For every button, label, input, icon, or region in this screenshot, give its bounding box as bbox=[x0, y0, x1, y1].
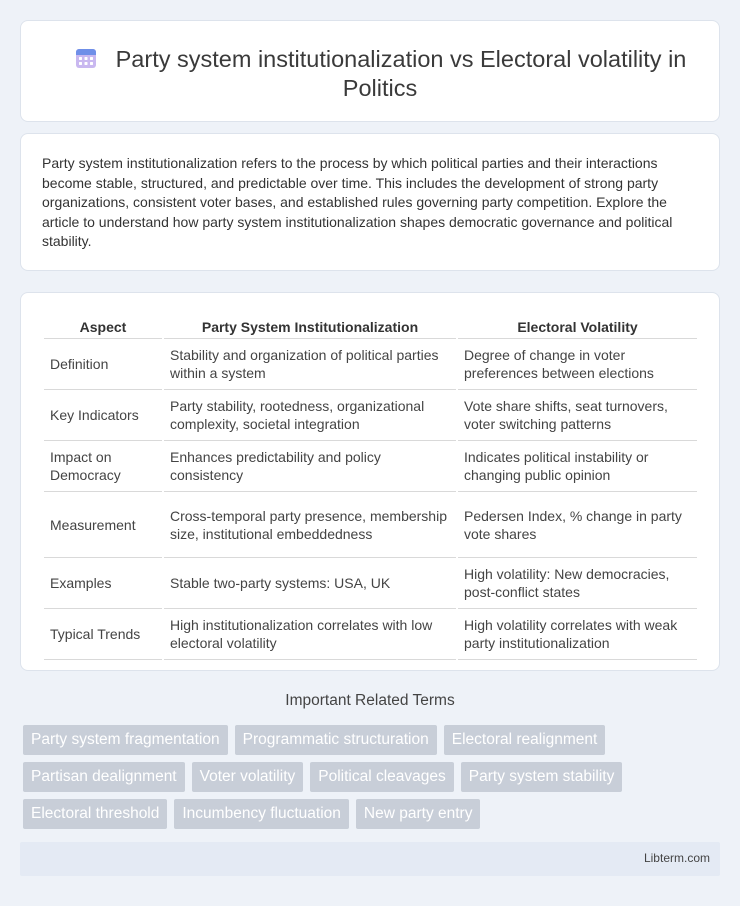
related-terms-title: Important Related Terms bbox=[285, 692, 455, 709]
page-title-wrap bbox=[61, 45, 699, 103]
cell-volatility: High volatility: New democracies, post-conflict states bbox=[458, 558, 697, 609]
intro-text: Party system institutionalization refers to the process by which political parties and their interactions become stable, structured, and predictable over time. This includes the development of strong party organizations, consistent voter bases, and established rules governing party competition. Explore the article to understand how party system institutionalization shapes democratic governance and political stability. bbox=[42, 155, 673, 250]
cell-psi: Stable two-party systems: USA, UK bbox=[164, 558, 456, 609]
title-card bbox=[20, 20, 720, 122]
related-term-tag[interactable]: Electoral threshold bbox=[23, 799, 167, 829]
header-psi: Party System Institutionalization bbox=[164, 315, 456, 339]
related-term-tag[interactable]: Programmatic structuration bbox=[235, 725, 437, 755]
cell-volatility: Pedersen Index, % change in party vote shares bbox=[458, 492, 697, 558]
cell-volatility: Vote share shifts, seat turnovers, voter switching patterns bbox=[458, 390, 697, 441]
cell-volatility: Indicates political instability or changing public opinion bbox=[458, 441, 697, 492]
related-term-tag[interactable]: Electoral realignment bbox=[444, 725, 606, 755]
related-term-tag[interactable]: Party system stability bbox=[461, 762, 623, 792]
cell-aspect: Typical Trends bbox=[44, 609, 162, 660]
comparison-table-card bbox=[20, 292, 720, 671]
cell-psi: Enhances predictability and policy consistency bbox=[164, 441, 456, 492]
cell-psi: High institutionalization correlates with low electoral volatility bbox=[164, 609, 456, 660]
header-volatility: Electoral Volatility bbox=[458, 315, 697, 339]
table-row bbox=[44, 441, 697, 492]
header-aspect: Aspect bbox=[44, 315, 162, 339]
cell-psi: Stability and organization of political parties within a system bbox=[164, 339, 456, 390]
page-title: Party system institutionalization vs Electoral volatility in Politics bbox=[115, 46, 687, 101]
related-term-tag[interactable]: Partisan dealignment bbox=[23, 762, 185, 792]
table-row bbox=[44, 390, 697, 441]
related-term-tag[interactable]: Party system fragmentation bbox=[23, 725, 228, 755]
cell-aspect: Impact on Democracy bbox=[44, 441, 162, 492]
related-term-tag[interactable]: Voter volatility bbox=[192, 762, 304, 792]
related-term-tag[interactable]: Incumbency fluctuation bbox=[174, 799, 349, 829]
footer-brand-link[interactable]: Libterm.com bbox=[643, 851, 710, 865]
cell-psi: Party stability, rootedness, organizational complexity, societal integration bbox=[164, 390, 456, 441]
cell-volatility: High volatility correlates with weak party institutionalization bbox=[458, 609, 697, 660]
table-row bbox=[44, 609, 697, 660]
table-row bbox=[44, 339, 697, 390]
cell-aspect: Examples bbox=[44, 558, 162, 609]
related-term-tag[interactable]: Political cleavages bbox=[310, 762, 454, 792]
table-row bbox=[44, 558, 697, 609]
table-header-row bbox=[44, 315, 697, 339]
table-row bbox=[44, 492, 697, 558]
comparison-table bbox=[42, 315, 699, 660]
related-terms-list bbox=[23, 725, 703, 829]
related-term-tag[interactable]: New party entry bbox=[356, 799, 481, 829]
intro-card bbox=[20, 133, 720, 271]
cell-aspect: Measurement bbox=[44, 492, 162, 558]
calendar-icon bbox=[74, 46, 98, 70]
cell-psi: Cross-temporal party presence, membership size, institutional embeddedness bbox=[164, 492, 456, 558]
cell-volatility: Degree of change in voter preferences between elections bbox=[458, 339, 697, 390]
cell-aspect: Definition bbox=[44, 339, 162, 390]
cell-aspect: Key Indicators bbox=[44, 390, 162, 441]
footer bbox=[20, 842, 720, 876]
